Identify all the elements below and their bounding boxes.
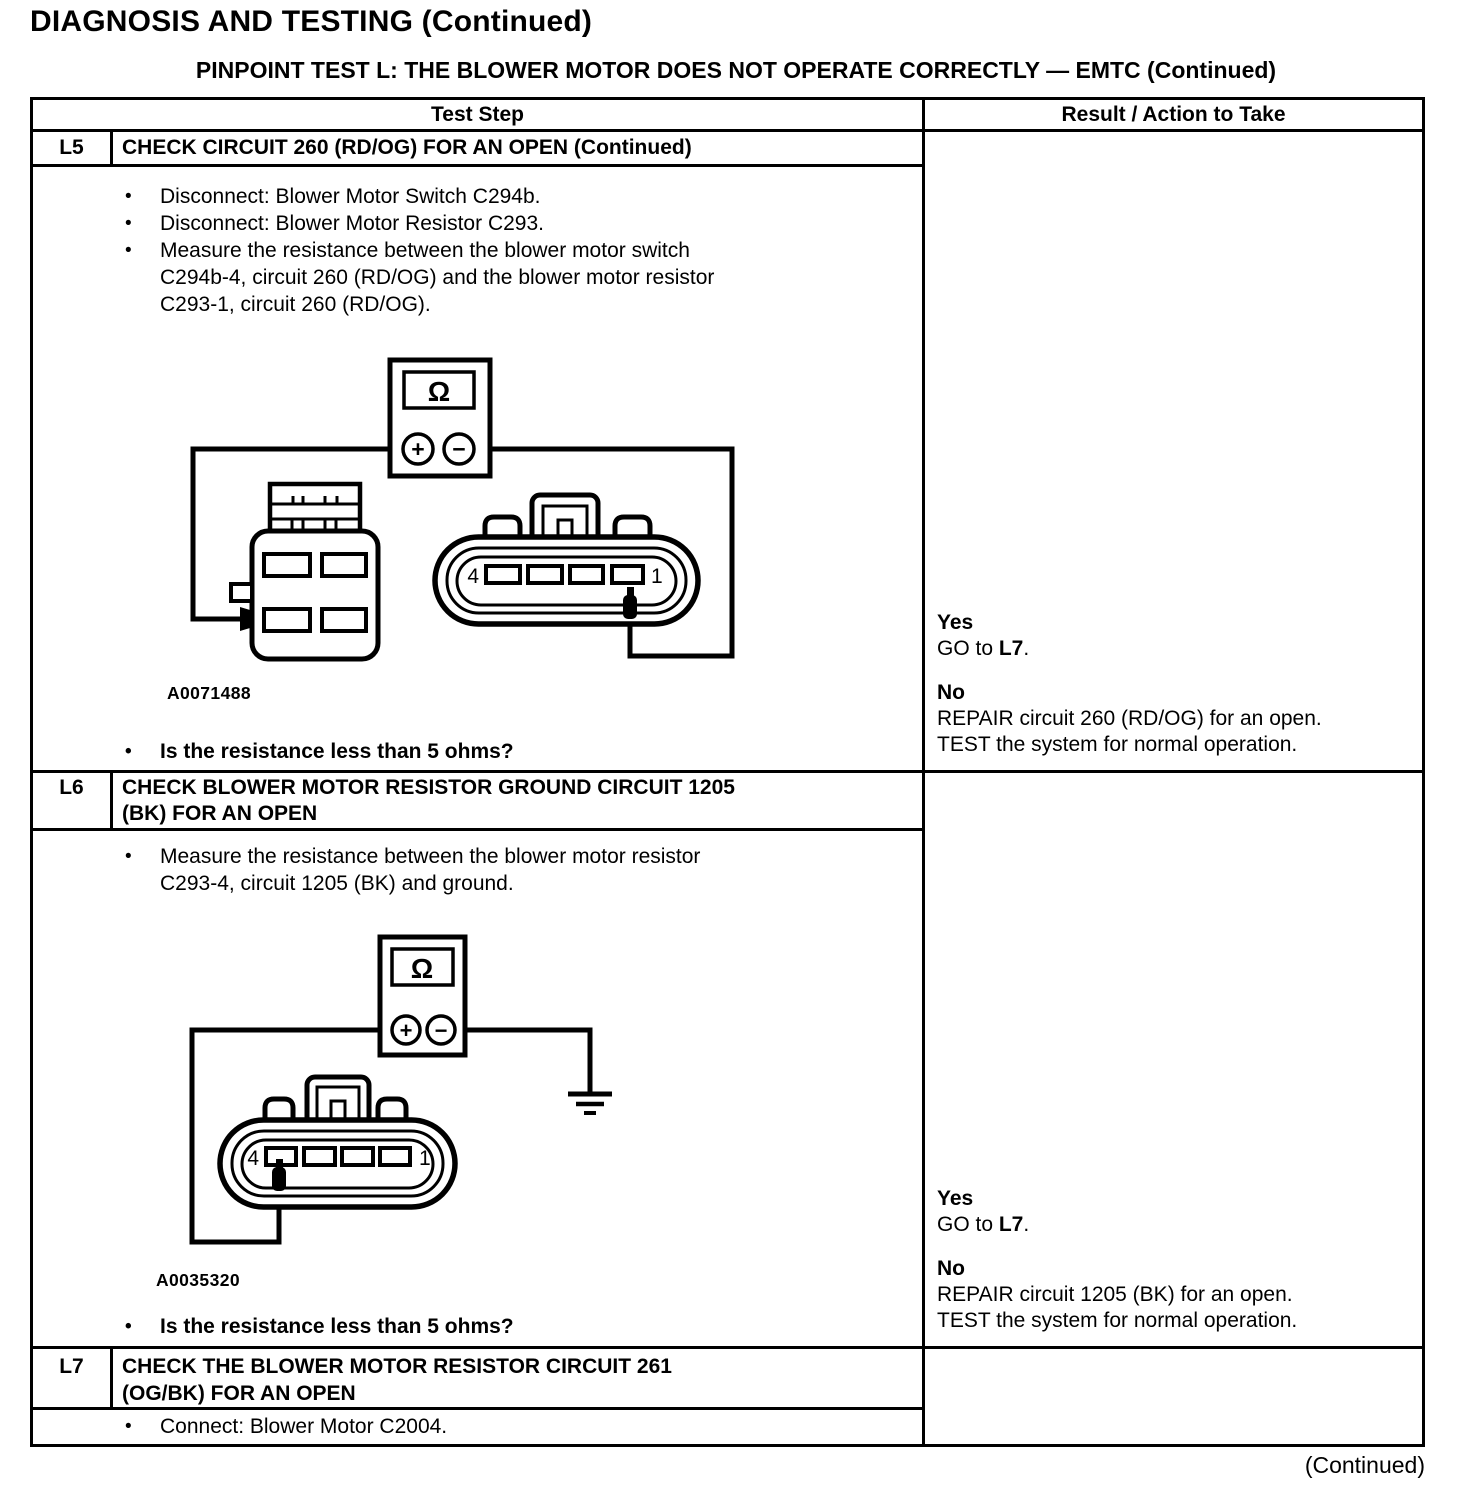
step-title-line: CHECK THE BLOWER MOTOR RESISTOR CIRCUIT 261 <box>122 1355 672 1378</box>
test-row-l7 <box>33 1349 1422 1444</box>
page-title: DIAGNOSIS AND TESTING (Continued) <box>30 5 593 38</box>
instruction-item <box>33 183 922 210</box>
result-cell-l6 <box>925 773 1422 1346</box>
bullet-icon: • <box>125 741 132 762</box>
step-title-bar-l7 <box>33 1349 922 1410</box>
goto-target: L7 <box>998 637 1024 660</box>
pin-4-label: 4 <box>247 1147 259 1170</box>
result-yes-action <box>937 636 1410 662</box>
test-step-column-header: Test Step <box>33 100 925 129</box>
pin-1-label: 1 <box>651 565 663 588</box>
instruction-line: Measure the resistance between the blower motor resistor <box>160 845 701 868</box>
step-id-l5: L5 <box>33 132 113 164</box>
probe-body <box>623 595 637 619</box>
continued-footer: (Continued) <box>1304 1452 1425 1478</box>
minus-terminal-label: − <box>434 1018 448 1043</box>
step-instructions-l6 <box>33 843 922 897</box>
result-cell-l7 <box>925 1349 1422 1444</box>
step-body-l5 <box>33 167 922 770</box>
goto-target: L7 <box>998 1213 1024 1236</box>
test-step-cell-l5 <box>33 132 925 770</box>
ohmmeter-wiring-diagram-l5 <box>150 349 780 709</box>
question-text: Is the resistance less than 5 ohms? <box>160 740 514 763</box>
goto-pre: GO to <box>937 637 999 660</box>
instruction-text: Connect: Blower Motor C2004. <box>160 1415 448 1438</box>
instruction-text <box>160 237 714 318</box>
figure-id-label: A0035320 <box>156 1270 240 1290</box>
step-instructions-l5 <box>33 183 922 318</box>
plus-terminal-label: + <box>399 1018 413 1043</box>
step-title-bar-l6 <box>33 773 922 831</box>
table-header-row <box>33 100 1422 132</box>
resistor-connector <box>435 495 698 624</box>
step-id-l6: L6 <box>33 773 113 828</box>
instruction-text <box>160 843 700 897</box>
test-row-l6 <box>33 773 1422 1349</box>
pin-4-label: 4 <box>467 565 479 588</box>
result-no-label: No <box>937 681 965 704</box>
result-no-action: TEST the system for normal operation. <box>937 733 1298 756</box>
instruction-text: Disconnect: Blower Motor Switch C294b. <box>160 185 541 208</box>
step-body-l7 <box>33 1410 922 1444</box>
ohmmeter <box>390 360 490 476</box>
ohmmeter-wiring-diagram-l6 <box>150 930 660 1290</box>
ohm-symbol: Ω <box>410 953 434 984</box>
step-title-line: CHECK BLOWER MOTOR RESISTOR GROUND CIRCUIT 1205 <box>122 776 735 799</box>
goto-pre: GO to <box>937 1213 999 1236</box>
step-title-l5 <box>113 132 922 164</box>
instruction-item <box>33 843 922 897</box>
step-title-bar-l5 <box>33 132 922 167</box>
question-text: Is the resistance less than 5 ohms? <box>160 1315 514 1338</box>
instruction-line: C294b-4, circuit 260 (RD/OG) and the blower motor resistor <box>160 266 715 289</box>
figure-id-label: A0071488 <box>167 683 251 703</box>
goto-suffix: . <box>1023 637 1030 660</box>
instruction-line: C293-1, circuit 260 (RD/OG). <box>160 293 431 316</box>
step-question-l6 <box>33 1313 514 1340</box>
test-step-cell-l7 <box>33 1349 925 1444</box>
bullet-icon: • <box>125 213 132 234</box>
instruction-line: C293-4, circuit 1205 (BK) and ground. <box>160 872 514 895</box>
step-title-line: (OG/BK) FOR AN OPEN <box>122 1382 356 1405</box>
result-no-action: REPAIR circuit 1205 (BK) for an open. <box>937 1283 1293 1306</box>
step-question-l5 <box>33 738 514 765</box>
pin-1-label: 1 <box>419 1147 431 1170</box>
step-id-l7: L7 <box>33 1349 113 1407</box>
result-no-label: No <box>937 1257 965 1280</box>
bullet-icon: • <box>125 1416 132 1437</box>
result-cell-l5 <box>925 132 1422 770</box>
minus-terminal-label: − <box>452 436 466 462</box>
step-instructions-l7 <box>33 1413 922 1440</box>
instruction-item <box>33 237 922 318</box>
instruction-text: Disconnect: Blower Motor Resistor C293. <box>160 212 544 235</box>
bullet-icon: • <box>125 240 132 261</box>
instruction-line: Measure the resistance between the blower motor switch <box>160 239 690 262</box>
instruction-item <box>33 1413 922 1440</box>
test-row-l5 <box>33 132 1422 773</box>
pinpoint-test-title: PINPOINT TEST L: THE BLOWER MOTOR DOES NOT OPERATE CORRECTLY — EMTC (Continued) <box>195 57 1277 83</box>
bullet-icon: • <box>125 1316 132 1337</box>
ohmmeter <box>380 937 465 1055</box>
probe-body <box>272 1167 286 1191</box>
test-step-cell-l6 <box>33 773 925 1346</box>
resistor-connector <box>220 1077 455 1207</box>
goto-suffix: . <box>1023 1213 1030 1236</box>
step-title-l7 <box>113 1349 922 1407</box>
result-yes-label: Yes <box>937 1187 974 1210</box>
step-title-line: (BK) FOR AN OPEN <box>122 802 318 825</box>
step-title-l6 <box>113 773 922 828</box>
result-yes-label: Yes <box>937 611 974 634</box>
plus-terminal-label: + <box>411 436 425 462</box>
step-title-line: CHECK CIRCUIT 260 (RD/OG) FOR AN OPEN (Continued) <box>122 136 692 159</box>
result-yes-action <box>937 1212 1410 1238</box>
pinpoint-test-table <box>30 97 1425 1447</box>
result-column-header: Result / Action to Take <box>1061 102 1286 126</box>
ohm-symbol: Ω <box>427 376 451 407</box>
ground-symbol-icon <box>568 1094 612 1113</box>
result-no-action: TEST the system for normal operation. <box>937 1309 1298 1332</box>
step-body-l6 <box>33 831 922 1346</box>
blower-switch-connector <box>231 484 378 659</box>
bullet-icon: • <box>125 186 132 207</box>
bullet-icon: • <box>125 846 132 867</box>
result-no-action: REPAIR circuit 260 (RD/OG) for an open. <box>937 707 1322 730</box>
instruction-item <box>33 210 922 237</box>
